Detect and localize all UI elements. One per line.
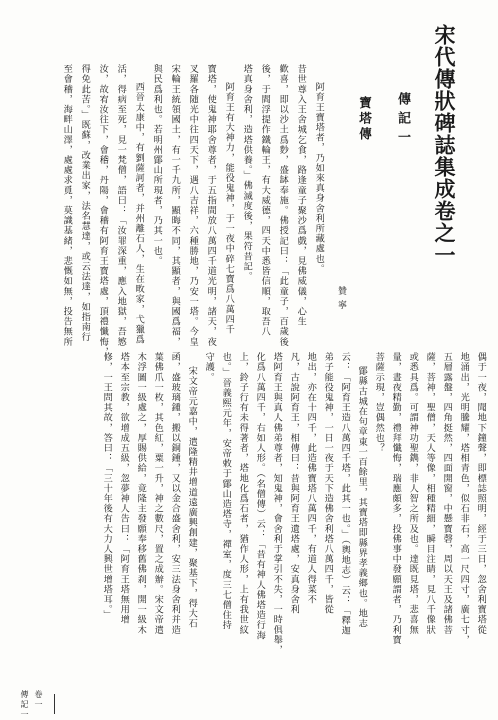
text-column: 或悉具爲。可謂神功聖鐫，非人智之所及也。達既見塔，悲喜無: [407, 352, 419, 635]
text-column: 函，盛玻璃鍾，搬以銅鍾，又以金合盛舍利，安三法身舍利并造: [169, 352, 181, 635]
text-column: 塔阿育王與真人佛弟尊者，知鬼神，會舍利于掌引不失，一時俱舉，: [271, 352, 283, 655]
text-column: 修，一王問其故，答曰：「三十年後有大力人興世增塔耳。」: [101, 352, 113, 621]
footer-category: 傳記一: [20, 690, 29, 720]
text-column: 宋輪王統領國土，有一千九所，顯晦不同，其顯者，與國爲福，: [169, 64, 181, 347]
text-column: 木浮圖一級處之，厚賜供給，竟隆主發願奉移舊佛刹，開一級木: [135, 352, 147, 635]
text-column: 葉佛爪一枚，其色紅，粟一升，神之數尺，置之成辦。宋文帝遣: [152, 352, 164, 635]
text-column: 後，于閻浮提作鐵輪王，有大威德，四天中悉皆信順，取吾八: [259, 64, 271, 337]
text-column: 塔真身舍利，造塔供養。」佛滅度後，果符昔記。: [241, 64, 253, 282]
text-column: 活，得病至死，見一梵僧，語曰：「汝罪深重，應入地獄，吾慜: [115, 64, 127, 347]
text-column: 守護。: [203, 352, 215, 383]
text-column: 薩，菩神，聖僧，天人等像，相種精細，瞬目注睛，見八千像狀: [424, 352, 436, 635]
text-column: 也。」晉義熙元年，安帝敕于鄮山造塔寺，禪室，度三七僧住持: [220, 352, 232, 631]
text-column: 地涌出，光明騰耀，塔相青色，似石非石，高一尺四寸，廣七寸，: [458, 352, 470, 645]
text-column: 塔本至宗教，欲增成五級，忽夢神人告曰：「阿育王塔無用增: [118, 352, 130, 625]
text-column: 汝，故宥汝往下，會稽，丹陽，會稽有阿育王寶塔處，頂禮懺悔，: [97, 64, 109, 357]
text-column: 五層露盤，四角挺然，四面開窗，中懸寶磬，周以天王及諸佛菩: [441, 352, 453, 635]
text-column: 凡，古說阿育王，相傳曰：昔與阿育王遺塔處，安真身舍利: [288, 352, 300, 615]
text-column: 阿育王寶塔者，乃如來真身舍利所藏處也。: [313, 82, 325, 274]
footer-rule: [54, 694, 55, 714]
text-column: 地出，亦在十四千，此造佛寶塔八萬四千，有道人得菜不: [305, 352, 317, 605]
text-column: 阿育王有大神力，能役鬼神，于一夜中碎七寶爲八萬四千: [223, 82, 235, 335]
footer-volume: 卷一: [34, 690, 43, 710]
text-column: 化爲八萬四千，右如人形。（名僧傳）云：「昔有神人佛塔造行海: [254, 352, 266, 641]
text-column: 寶塔，使鬼神耶舍尊者，于五指間放八萬四千道光明，諸天，夜: [205, 64, 217, 347]
text-column: 鄮縣古城在句章東一百餘里，其寶塔即縣界孝義鄉也。地志: [356, 366, 368, 629]
text-column: 上，鈴子行有未得著者，塔地化爲石者，猶作人形，上有我世紋: [237, 352, 249, 635]
section-heading: 傳記一: [395, 92, 410, 149]
piece-title: 寶塔傳: [357, 96, 373, 143]
author: 贊寧: [336, 286, 346, 314]
text-column: 量，晝夜精勤，禮拜懺悔，瑞應頗多，投佛事中發願謂者，乃利寶: [390, 352, 402, 645]
text-column: 弟子能役鬼神，一日一夜于天下造佛舍利塔八萬四千，皆從: [322, 352, 334, 615]
text-column: 菩薩示現，豈偶然也？: [373, 352, 385, 453]
text-column: 至會稽，海畔山澤，處處求覓，莫識基緒，悲慨如無，投告無所: [61, 64, 73, 347]
text-column: 叉羅各随光中往四天下，遇八吉祥，六種勝地，乃安一塔。今皇: [187, 64, 199, 347]
book-title: 宋代傳狀碑誌集成卷之一: [432, 24, 457, 266]
text-column: 宋文帝元嘉中，遣隆精井增道遠廣興創建，聚基下，得大石: [186, 366, 198, 629]
text-column: 偶于一夜，聞地下鐘聲，即標誌照明，經于三日，忽舍利寶塔從: [475, 352, 487, 635]
text-column: 云：「阿育王造八萬四千塔，此其一也。」（輿地志）云：「釋迦: [339, 352, 351, 636]
text-column: 西晉太康中，有劉薩訶者，并州離石人，生在畋家，弋獵爲: [133, 82, 145, 345]
text-column: 歡喜，即以沙土爲麨，盛缽奉施。佛授記曰：「此童子，百歲後: [277, 64, 289, 347]
text-column: 昔世尊入王舍城乞食，路逢童子聚沙爲戲，見佛威儀，心生: [295, 64, 307, 327]
text-column: 得免此苦。」既蘇，改業出家，法名慧達，或云法達，如指南行: [79, 64, 91, 343]
text-column: 與民爲利也。若明州鄮山所現者，乃其一也。: [151, 64, 163, 266]
